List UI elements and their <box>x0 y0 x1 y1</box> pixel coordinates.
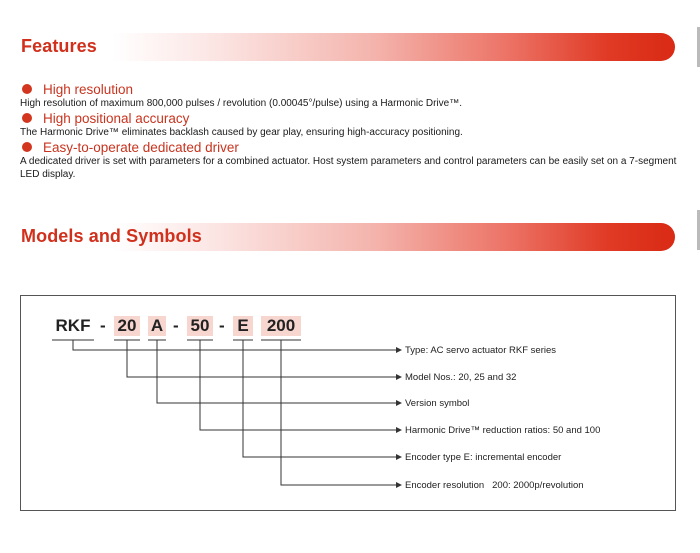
models-banner <box>5 223 675 251</box>
feature-text: The Harmonic Drive™ eliminates backlash caused by gear play, ensuring high-accuracy positioning. <box>20 127 463 138</box>
feature-item-accuracy <box>20 110 690 139</box>
bullet-icon <box>22 142 32 152</box>
desc-model-nos: Model Nos.: 20, 25 and 32 <box>405 372 517 383</box>
models-title: Models and Symbols <box>21 226 202 246</box>
feature-item-resolution <box>20 81 690 110</box>
desc-type: Type: AC servo actuator RKF series <box>405 345 557 356</box>
desc-encoder-resolution: Encoder resolution 200: 2000p/revolution <box>405 480 584 491</box>
code-seg-type: RKF <box>55 316 91 335</box>
bullet-icon <box>22 84 32 94</box>
code-dash: - <box>219 316 225 335</box>
features-banner <box>5 33 675 61</box>
code-seg-model: 20 <box>114 316 140 336</box>
feature-text: A dedicated driver is set with parameters for a combined actuator. Host system parameters and control parameters can be easily set on a 7-segment LED display. <box>20 156 677 180</box>
code-dash: - <box>173 316 179 335</box>
code-seg-ratio: 50 <box>187 316 213 336</box>
feature-heading: Easy-to-operate dedicated driver <box>43 139 239 155</box>
feature-heading: High resolution <box>43 81 134 97</box>
feature-heading: High positional accuracy <box>43 110 190 126</box>
code-seg-encoder: E <box>233 316 253 336</box>
feature-item-driver <box>20 139 685 181</box>
desc-version: Version symbol <box>405 398 470 409</box>
desc-reduction-ratio: Harmonic Drive™ reduction ratios: 50 and 100 <box>405 425 601 436</box>
code-seg-resolution: 200 <box>261 316 301 336</box>
bullet-icon <box>22 113 32 123</box>
features-title: Features <box>21 36 97 56</box>
feature-text: High resolution of maximum 800,000 pulses / revolution (0.00045°/pulse) using a Harmonic Drive™. <box>20 98 462 109</box>
code-seg-version: A <box>148 316 166 336</box>
desc-encoder-type: Encoder type E: incremental encoder <box>405 452 562 463</box>
code-dash: - <box>100 316 106 335</box>
